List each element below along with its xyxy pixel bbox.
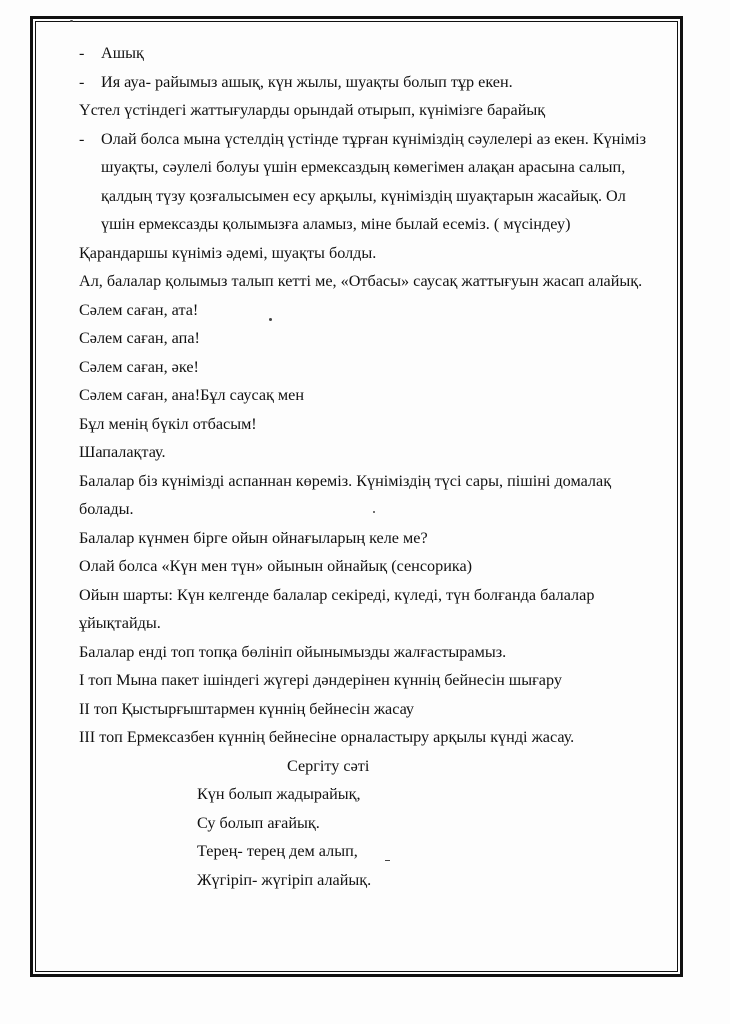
bullet-dash: - <box>79 44 85 62</box>
text-line: Олай болса «Күн мен түн» ойынын ойнайық (сенсорика) <box>79 557 473 575</box>
text-line: Қарандаршы күніміз әдемі, шуақты болды. <box>79 243 377 262</box>
text-line: болады. <box>79 500 134 518</box>
text-line-continued: шуақты, сәулелі болуы үшін ермексаздың көмегімен алақан арасына салып, <box>101 158 626 176</box>
text-line: Ойын шарты: Күн келгенде балалар секіреді, күледі, түн болғанда балалар <box>79 585 595 604</box>
text-line: Сәлем саған, ана!Бұл саусақ мен <box>79 386 305 404</box>
scan-speck <box>373 511 375 513</box>
scan-speck <box>385 860 390 861</box>
text-line: Балалар енді топ топқа бөлініп ойынымызды жалғастырамыз. <box>79 642 507 661</box>
scan-speck <box>70 20 73 22</box>
text-line: ұйықтайды. <box>79 614 161 632</box>
text-line: І топ Мына пакет ішіндегі жүгері дәндерінен күннің бейнесін шығару <box>79 671 562 689</box>
bullet-line <box>79 68 679 97</box>
text-line: Шапалақтау. <box>79 443 166 461</box>
section-title: Сергіту сәті <box>287 756 370 775</box>
poem-line: Күн болып жадырайық, <box>197 785 361 803</box>
line-text: Олай болса мына үстелдің үстінде тұрған күніміздің сәулелері аз екен. Күніміз <box>101 129 647 148</box>
bullet-line <box>79 125 679 154</box>
text-line: Үстел үстіндегі жаттығуларды орындай отырып, күнімізге барайық <box>79 101 546 119</box>
text-line-continued: қалдың түзу қозғалысымен есу арқылы, күніміздің шуақтарын жасайық. Ол <box>101 186 626 205</box>
poem-line: Терең- терең дем алып, <box>197 842 358 860</box>
bullet-dash: - <box>79 72 85 91</box>
text-line: Ал, балалар қолымыз талып кетті ме, «Отбасы» саусақ жаттығуын жасап алайық. <box>79 272 643 290</box>
line-text: Ашық <box>101 44 144 62</box>
text-line: Сәлем саған, апа! <box>79 329 200 347</box>
text-line: ІІІ топ Ермексазбен күннің бейнесіне орналастыру арқылы күнді жасау. <box>79 728 575 746</box>
poem-line: Жүгіріп- жүгіріп алайық. <box>197 870 372 889</box>
scan-speck <box>269 318 272 321</box>
text-line: Балалар біз күнімізді аспаннан көреміз. Күніміздің түсі сары, пішіні домалақ <box>79 471 612 490</box>
bullet-line <box>79 39 679 68</box>
text-line: Сәлем саған, әке! <box>79 357 199 376</box>
line-text: Ия ауа- райымыз ашық, күн жылы, шуақты болып тұр екен. <box>101 72 513 91</box>
text-line: Балалар күнмен бірге ойын ойнағыларың келе ме? <box>79 528 428 547</box>
text-line: Сәлем саған, ата! <box>79 300 199 319</box>
bullet-dash: - <box>79 129 85 148</box>
poem-line: Су болып ағайық. <box>197 813 320 832</box>
text-line: ІІ топ Қыстырғыштармен күннің бейнесін жасау <box>79 699 415 718</box>
document-body <box>79 39 679 894</box>
text-line-continued: үшін ермексазды қолымызға аламыз, міне былай есеміз. ( мүсіндеу) <box>101 215 571 233</box>
text-line: Бұл менің бүкіл отбасым! <box>79 414 257 433</box>
